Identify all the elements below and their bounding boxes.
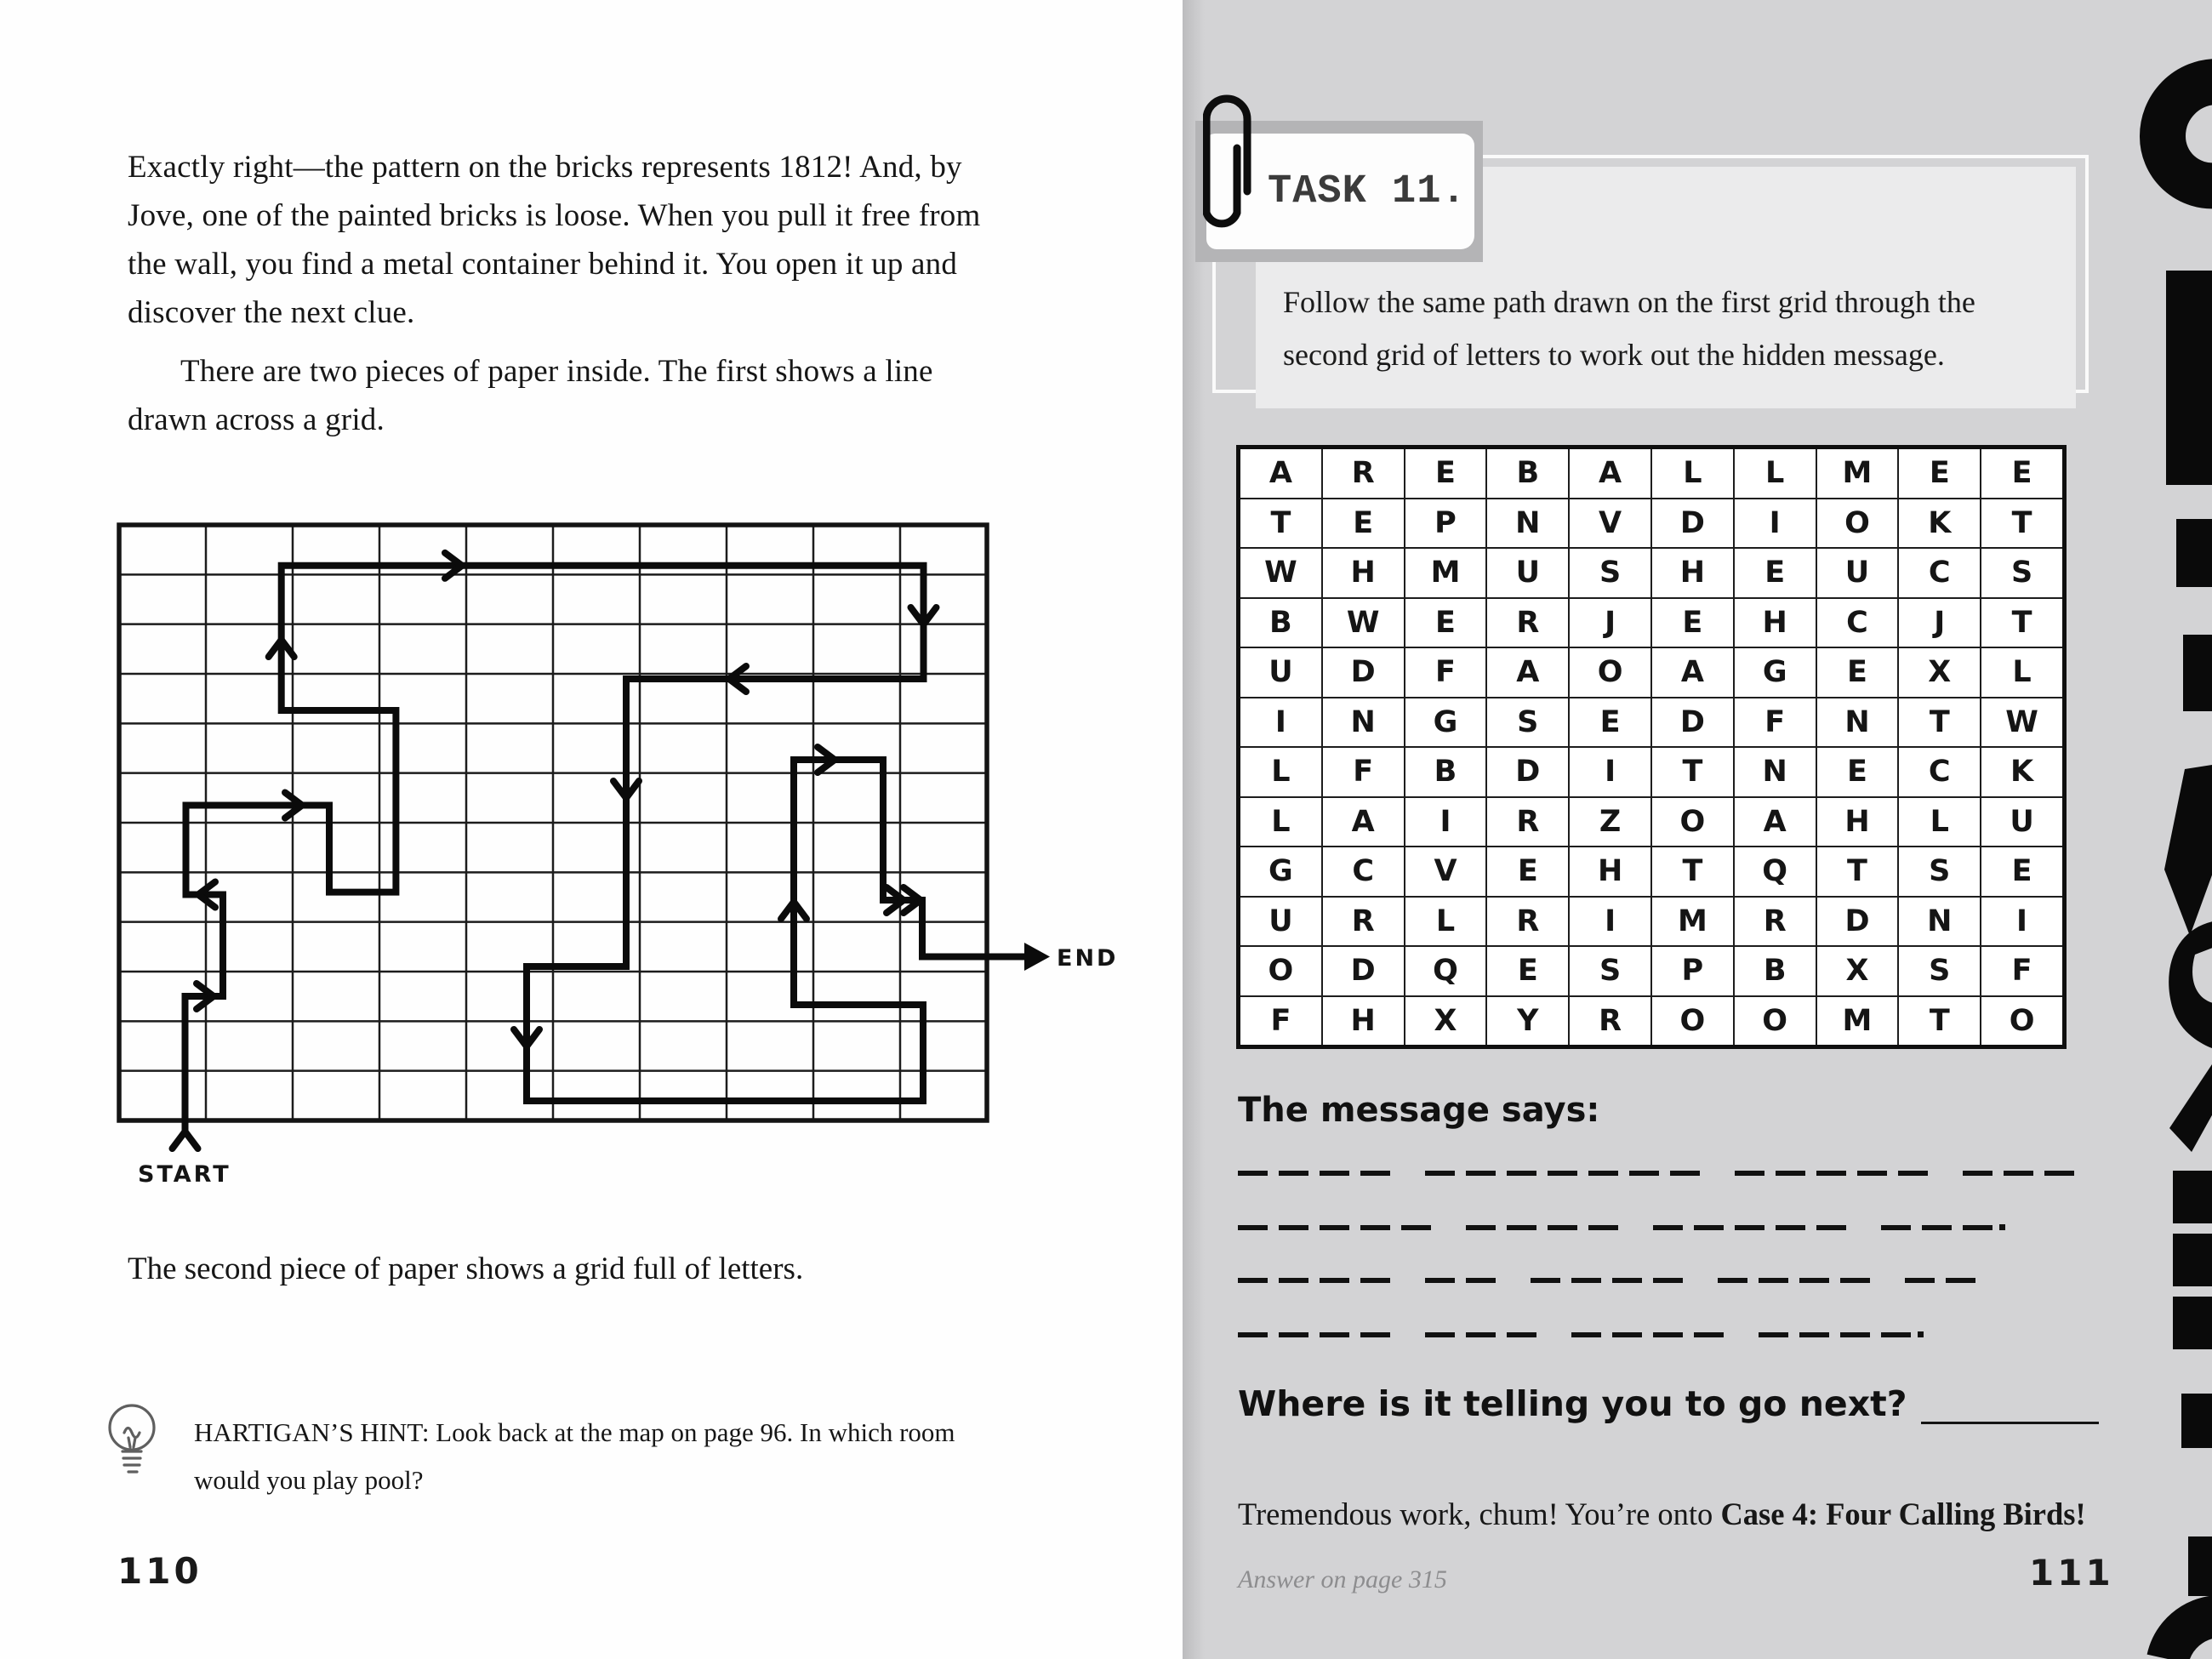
letter-cell: L [1898, 797, 1981, 847]
letter-cell: L [1734, 448, 1816, 499]
letter-cell: T [1898, 996, 1981, 1047]
letter-cell: A [1651, 647, 1734, 698]
letter-cell: Q [1405, 946, 1487, 996]
letter-cell: W [1322, 598, 1405, 648]
letter-cell: P [1405, 499, 1487, 549]
letter-blank-dash [1963, 1171, 1993, 1176]
grid-lines [119, 525, 987, 1120]
letter-grid-row [1239, 647, 2065, 698]
letter-blank-dash [1694, 1332, 1724, 1337]
letter-blank-dash [1653, 1278, 1683, 1283]
letter-cell: U [1239, 897, 1322, 947]
page-number-left: 110 [117, 1550, 202, 1592]
letter-blank-dash [1279, 1225, 1308, 1230]
letter-cell: U [1816, 548, 1899, 598]
letter-blank-dash [1238, 1225, 1268, 1230]
letter-blank-dash [1531, 1278, 1560, 1283]
letter-cell: L [1405, 897, 1487, 947]
letter-blank-dash [1694, 1225, 1724, 1230]
letter-blank-dash [1612, 1332, 1642, 1337]
letter-blank-dash [1466, 1278, 1496, 1283]
letter-cell: R [1322, 897, 1405, 947]
letter-blank-dash [2044, 1171, 2074, 1176]
letter-cell: V [1405, 847, 1487, 897]
letter-cell: X [1816, 946, 1899, 996]
letter-cell: F [1322, 747, 1405, 797]
letter-cell: I [1239, 698, 1322, 748]
letter-cell: T [1898, 698, 1981, 748]
period-dot [1999, 1224, 2005, 1230]
letter-blank-dash [1548, 1171, 1577, 1176]
letter-blank-dash [1759, 1278, 1788, 1283]
letter-cell: E [1898, 448, 1981, 499]
letter-blank-dash [1571, 1332, 1601, 1337]
letter-blank-dash [1320, 1225, 1349, 1230]
message-blanks [1238, 1171, 2097, 1385]
letter-cell: O [1816, 499, 1899, 549]
letter-cell: E [1734, 548, 1816, 598]
start-label: START [138, 1161, 231, 1188]
letter-cell: F [1981, 946, 2064, 996]
letter-cell: A [1322, 797, 1405, 847]
letter-cell: U [1239, 647, 1322, 698]
letter-grid-row [1239, 897, 2065, 947]
letter-cell: I [1569, 747, 1651, 797]
letter-grid-row [1239, 548, 2065, 598]
letter-grid-row [1239, 996, 2065, 1047]
letter-cell: X [1898, 647, 1981, 698]
letter-cell: L [1239, 747, 1322, 797]
letter-blank-dash [1425, 1171, 1455, 1176]
letter-blank-dash [1881, 1225, 1911, 1230]
letter-blank-dash [1922, 1225, 1952, 1230]
paragraph-line: drawn across a grid. [128, 402, 385, 437]
letter-cell: I [1734, 499, 1816, 549]
letter-blank-dash [1840, 1332, 1870, 1337]
letter-grid-row [1239, 797, 2065, 847]
letter-cell: O [1239, 946, 1322, 996]
letter-cell: B [1734, 946, 1816, 996]
letter-cell: H [1322, 548, 1405, 598]
letter-blank-dash [1588, 1225, 1618, 1230]
letter-cell: E [1981, 448, 2064, 499]
letter-blank-dash [1735, 1225, 1764, 1230]
letter-blank-dash [1816, 1171, 1846, 1176]
letter-blank-dash [1881, 1332, 1911, 1337]
letter-cell: Q [1734, 847, 1816, 897]
letter-cell: F [1405, 647, 1487, 698]
letter-cell: C [1898, 747, 1981, 797]
letter-cell: N [1816, 698, 1899, 748]
page-edge-letter-art [2127, 0, 2212, 1659]
letter-blank-dash [1946, 1278, 1975, 1283]
letter-cell: E [1486, 847, 1569, 897]
letter-blank-dash [1238, 1171, 1268, 1176]
letter-cell: G [1734, 647, 1816, 698]
letter-blank-dash [1279, 1171, 1308, 1176]
letter-cell: D [1651, 698, 1734, 748]
letter-blank-dash [1360, 1278, 1390, 1283]
path-puzzle-grid [114, 520, 1169, 1192]
second-paper-text: The second piece of paper shows a grid full of letters. [128, 1251, 804, 1286]
letter-blank-dash [1507, 1225, 1536, 1230]
letter-blank-dash [1588, 1171, 1618, 1176]
letter-blank-dash [1963, 1225, 1993, 1230]
letter-blank-dash [1507, 1171, 1536, 1176]
letter-blank-dash [1507, 1332, 1536, 1337]
letter-cell: C [1322, 847, 1405, 897]
letter-cell: R [1486, 897, 1569, 947]
letter-cell: O [1569, 647, 1651, 698]
letter-cell: Z [1569, 797, 1651, 847]
letter-grid-row [1239, 946, 2065, 996]
where-question-text: Where is it telling you to go next? [1238, 1383, 1907, 1424]
letter-cell: O [1981, 996, 2064, 1047]
letter-cell: X [1405, 996, 1487, 1047]
hint-text [194, 1409, 977, 1504]
letter-cell: A [1569, 448, 1651, 499]
letter-cell: N [1898, 897, 1981, 947]
letter-cell: R [1322, 448, 1405, 499]
right-page [1183, 0, 2212, 1659]
letter-cell: G [1405, 698, 1487, 748]
letter-cell: P [1651, 946, 1734, 996]
letter-cell: B [1239, 598, 1322, 648]
letter-grid-row [1239, 698, 2065, 748]
letter-blank-dash [1629, 1171, 1659, 1176]
letter-blank-dash [1425, 1278, 1455, 1283]
letter-blank-dash [1776, 1171, 1805, 1176]
letter-cell: R [1486, 598, 1569, 648]
letter-blank-dash [1320, 1171, 1349, 1176]
end-arrowhead [1024, 943, 1050, 971]
lightbulb-icon [105, 1400, 160, 1489]
letter-blank-dash [1320, 1332, 1349, 1337]
letter-cell: A [1734, 797, 1816, 847]
letter-cell: D [1486, 747, 1569, 797]
letter-cell: S [1486, 698, 1569, 748]
letter-blank-dash [1759, 1332, 1788, 1337]
letter-cell: E [1569, 698, 1651, 748]
footer-normal-text: Tremendous work, chum! You’re onto [1238, 1497, 1721, 1531]
letter-cell: L [1651, 448, 1734, 499]
letter-blank-dash [1238, 1332, 1268, 1337]
letter-cell: D [1322, 946, 1405, 996]
period-dot [1918, 1331, 1924, 1337]
paragraph-line: Exactly right—the pattern on the bricks represents 1812! And, by [128, 150, 962, 185]
letter-blank-dash [1718, 1278, 1747, 1283]
letter-cell: A [1486, 647, 1569, 698]
letter-cell: S [1898, 946, 1981, 996]
task-label: TASK 11. [1268, 168, 1467, 214]
message-prompt: The message says: [1238, 1091, 1600, 1130]
letter-cell: H [1816, 797, 1899, 847]
letter-blank-dash [1799, 1332, 1829, 1337]
letter-cell: I [1569, 897, 1651, 947]
letter-blank-dash [1320, 1278, 1349, 1283]
answer-note: Answer on page 315 [1238, 1565, 1447, 1593]
letter-cell: M [1651, 897, 1734, 947]
letter-cell: M [1405, 548, 1487, 598]
letter-blank-dash [1466, 1332, 1496, 1337]
letter-cell: T [1816, 847, 1899, 897]
end-label: END [1057, 945, 1119, 972]
letter-cell: S [1569, 548, 1651, 598]
letter-cell: H [1651, 548, 1734, 598]
letter-blank-dash [1905, 1278, 1935, 1283]
letter-cell: F [1239, 996, 1322, 1047]
letter-blank-dash [1735, 1171, 1764, 1176]
letter-grid-row [1239, 448, 2065, 499]
letter-cell: C [1898, 548, 1981, 598]
path-arrow-chevron [173, 1132, 198, 1149]
paragraph-line: Jove, one of the painted bricks is loose. When you pull it free from [128, 198, 981, 233]
letter-blank-dash [1238, 1278, 1268, 1283]
hint-line: HARTIGAN’S HINT: Look back at the map on page 96. In which room [194, 1417, 955, 1447]
letter-cell: U [1486, 548, 1569, 598]
letter-cell: L [1239, 797, 1322, 847]
footer-text [1238, 1496, 2106, 1532]
letter-grid-row [1239, 598, 2065, 648]
letter-cell: H [1569, 847, 1651, 897]
instruction-text [1283, 276, 1975, 381]
letter-blank-dash [1571, 1278, 1601, 1283]
letter-blank-dash [1425, 1332, 1455, 1337]
letter-blank-dash [1898, 1171, 1928, 1176]
letter-blank-dash [1816, 1225, 1846, 1230]
letter-cell: N [1322, 698, 1405, 748]
letter-cell: O [1651, 996, 1734, 1047]
letter-blank-dash [1279, 1278, 1308, 1283]
letter-blank-dash [1466, 1225, 1496, 1230]
letter-cell: R [1734, 897, 1816, 947]
letter-cell: T [1239, 499, 1322, 549]
letter-cell: R [1569, 996, 1651, 1047]
letter-cell: E [1486, 946, 1569, 996]
letter-cell: J [1569, 598, 1651, 648]
letter-blank-dash [1799, 1278, 1829, 1283]
letter-blank-dash [1360, 1225, 1390, 1230]
letter-cell: S [1569, 946, 1651, 996]
letter-grid-row [1239, 847, 2065, 897]
message-blank-line [1238, 1224, 2097, 1229]
letter-blank-dash [1670, 1171, 1700, 1176]
letter-cell: E [1816, 647, 1899, 698]
footer-bold-text: Case 4: Four Calling Birds! [1720, 1497, 2086, 1531]
letter-cell: E [1405, 448, 1487, 499]
answer-blank-line [1921, 1396, 2099, 1424]
path-direction-arrows [173, 553, 937, 1149]
letter-blank-dash [1401, 1225, 1431, 1230]
letter-cell: A [1239, 448, 1322, 499]
letter-cell: F [1734, 698, 1816, 748]
hint-line: would you play pool? [194, 1465, 424, 1495]
letter-cell: D [1322, 647, 1405, 698]
intro-paragraph [128, 143, 1072, 444]
paragraph-line: There are two pieces of paper inside. The first shows a line [180, 354, 933, 389]
paragraph-line: discover the next clue. [128, 295, 415, 330]
letter-blank-dash [1279, 1332, 1308, 1337]
where-question [1238, 1383, 2099, 1424]
page-number-right: 111 [2029, 1552, 2114, 1593]
letter-cell: O [1734, 996, 1816, 1047]
letter-grid [1236, 445, 2067, 1049]
letter-cell: T [1651, 847, 1734, 897]
letter-cell: S [1898, 847, 1981, 897]
letter-cell: T [1651, 747, 1734, 797]
letter-cell: H [1322, 996, 1405, 1047]
letter-cell: I [1981, 897, 2064, 947]
letter-cell: D [1816, 897, 1899, 947]
letter-blank-dash [1466, 1171, 1496, 1176]
message-blank-line [1238, 1171, 2097, 1176]
letter-blank-dash [1360, 1171, 1390, 1176]
letter-cell: H [1734, 598, 1816, 648]
letter-cell: D [1651, 499, 1734, 549]
letter-cell: B [1405, 747, 1487, 797]
letter-cell: W [1981, 698, 2064, 748]
letter-cell: K [1898, 499, 1981, 549]
letter-cell: U [1981, 797, 2064, 847]
paperclip-icon [1203, 85, 1254, 255]
letter-grid-row [1239, 499, 2065, 549]
letter-cell: L [1981, 647, 2064, 698]
message-blank-line [1238, 1278, 2097, 1283]
letter-blank-dash [1840, 1278, 1870, 1283]
letter-cell: B [1486, 448, 1569, 499]
letter-blank-dash [1776, 1225, 1805, 1230]
letter-cell: M [1816, 448, 1899, 499]
letter-blank-dash [1653, 1332, 1683, 1337]
letter-cell: E [1816, 747, 1899, 797]
letter-cell: E [1981, 847, 2064, 897]
letter-cell: S [1981, 548, 2064, 598]
message-blank-line [1238, 1331, 2097, 1337]
letter-cell: M [1816, 996, 1899, 1047]
letter-cell: O [1651, 797, 1734, 847]
letter-cell: R [1486, 797, 1569, 847]
letter-cell: K [1981, 747, 2064, 797]
instruction-line: Follow the same path drawn on the first grid through the [1283, 285, 1975, 319]
letter-cell: N [1734, 747, 1816, 797]
letter-cell: G [1239, 847, 1322, 897]
letter-blank-dash [2004, 1171, 2033, 1176]
instruction-line: second grid of letters to work out the hidden message. [1283, 338, 1945, 372]
letter-cell: T [1981, 598, 2064, 648]
letter-cell: T [1981, 499, 2064, 549]
letter-blank-dash [1548, 1225, 1577, 1230]
paragraph-line: the wall, you find a metal container behind it. You open it up and [128, 247, 958, 282]
letter-cell: N [1486, 499, 1569, 549]
letter-cell: V [1569, 499, 1651, 549]
letter-grid-row [1239, 747, 2065, 797]
letter-blank-dash [1653, 1225, 1683, 1230]
letter-cell: C [1816, 598, 1899, 648]
letter-blank-dash [1612, 1278, 1642, 1283]
letter-blank-dash [1360, 1332, 1390, 1337]
letter-cell: E [1405, 598, 1487, 648]
letter-blank-dash [1857, 1171, 1887, 1176]
letter-cell: E [1322, 499, 1405, 549]
letter-cell: W [1239, 548, 1322, 598]
letter-cell: Y [1486, 996, 1569, 1047]
letter-cell: J [1898, 598, 1981, 648]
letter-cell: I [1405, 797, 1487, 847]
letter-cell: E [1651, 598, 1734, 648]
